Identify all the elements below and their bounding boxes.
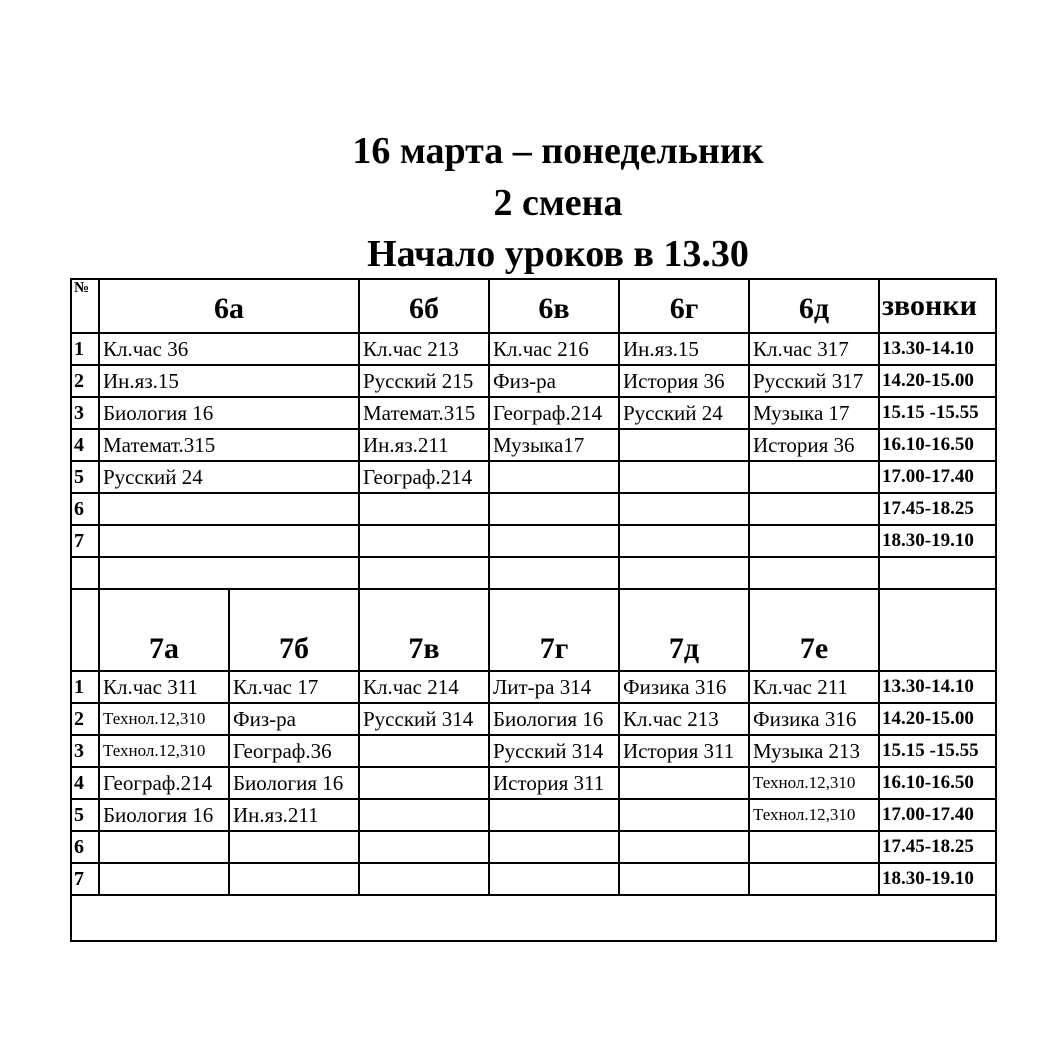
lesson-cell (489, 799, 619, 831)
lesson-cell (489, 461, 619, 493)
lesson-cell (749, 461, 879, 493)
lesson-cell: Технол.12,310 (99, 735, 229, 767)
table-row (71, 365, 996, 397)
lesson-cell: Кл.час 214 (359, 671, 489, 703)
lesson-cell (749, 831, 879, 863)
empty-cell (71, 557, 99, 589)
class-header: 7в (359, 589, 489, 671)
bell-time: 17.45-18.25 (879, 493, 996, 525)
empty-cell (749, 557, 879, 589)
lesson-cell: Лит-ра 314 (489, 671, 619, 703)
table-row (71, 767, 996, 799)
lesson-cell: Физ-ра (229, 703, 359, 735)
lesson-cell: Русский 24 (619, 397, 749, 429)
lesson-cell: Биология 16 (229, 767, 359, 799)
lesson-cell (229, 831, 359, 863)
lesson-cell: Кл.час 216 (489, 333, 619, 365)
class-header: 7б (229, 589, 359, 671)
lesson-cell: История 311 (619, 735, 749, 767)
lesson-cell: Технол.12,310 (99, 703, 229, 735)
lesson-cell: История 36 (749, 429, 879, 461)
bell-time: 15.15 -15.55 (879, 735, 996, 767)
lesson-number: 5 (71, 799, 99, 831)
start-time-label: Начало уроков в 13.30 (367, 233, 749, 275)
lesson-cell (619, 767, 749, 799)
lesson-cell (359, 525, 489, 557)
lesson-cell: Кл.час 311 (99, 671, 229, 703)
empty-cell (71, 895, 996, 941)
lesson-cell (359, 863, 489, 895)
lesson-cell (749, 525, 879, 557)
lesson-number: 2 (71, 365, 99, 397)
lesson-cell (749, 493, 879, 525)
lesson-number: 4 (71, 429, 99, 461)
lesson-cell: Ин.яз.15 (99, 365, 359, 397)
lesson-cell: Физика 316 (749, 703, 879, 735)
lesson-cell (359, 735, 489, 767)
lesson-cell: Физ-ра (489, 365, 619, 397)
bell-time: 15.15 -15.55 (879, 397, 996, 429)
table-row (71, 863, 996, 895)
lesson-cell (489, 831, 619, 863)
empty-cell (879, 589, 996, 671)
bell-time: 17.00-17.40 (879, 461, 996, 493)
lesson-number: 6 (71, 831, 99, 863)
lesson-cell: Географ.214 (99, 767, 229, 799)
lesson-cell (619, 461, 749, 493)
shift-label: 2 смена (493, 182, 623, 224)
lesson-cell (619, 831, 749, 863)
lesson-cell: История 311 (489, 767, 619, 799)
lesson-cell (99, 863, 229, 895)
bell-time: 13.30-14.10 (879, 671, 996, 703)
empty-cell (359, 557, 489, 589)
table-row (71, 799, 996, 831)
lesson-cell: Кл.час 17 (229, 671, 359, 703)
lesson-cell: История 36 (619, 365, 749, 397)
lesson-cell (359, 799, 489, 831)
bells-header: звонки (879, 279, 996, 333)
table-row (71, 703, 996, 735)
lesson-cell (489, 525, 619, 557)
lesson-cell (749, 863, 879, 895)
lesson-cell: Русский 24 (99, 461, 359, 493)
bell-time: 16.10-16.50 (879, 767, 996, 799)
lesson-cell: Кл.час 36 (99, 333, 359, 365)
bell-time: 14.20-15.00 (879, 703, 996, 735)
bell-time: 18.30-19.10 (879, 525, 996, 557)
empty-cell (879, 557, 996, 589)
bell-time: 16.10-16.50 (879, 429, 996, 461)
table-row (71, 525, 996, 557)
lesson-cell: Кл.час 317 (749, 333, 879, 365)
empty-cell (99, 557, 359, 589)
lesson-cell: Ин.яз.211 (229, 799, 359, 831)
lesson-number: 1 (71, 671, 99, 703)
lesson-cell: Русский 314 (359, 703, 489, 735)
lesson-number: 4 (71, 767, 99, 799)
table-row (71, 671, 996, 703)
empty-cell (71, 589, 99, 671)
grade7-header-row (71, 589, 996, 671)
class-header-6g: 6г (619, 279, 749, 333)
lesson-number: 1 (71, 333, 99, 365)
lesson-cell: Биология 16 (99, 799, 229, 831)
lesson-number: 3 (71, 397, 99, 429)
schedule-table (70, 278, 997, 942)
table-row (71, 333, 996, 365)
lesson-cell (99, 525, 359, 557)
lesson-number: 7 (71, 525, 99, 557)
table-row (71, 493, 996, 525)
lesson-cell: Кл.час 213 (359, 333, 489, 365)
lesson-cell (489, 863, 619, 895)
lesson-cell (359, 831, 489, 863)
lesson-cell: Географ.214 (489, 397, 619, 429)
lesson-cell: Математ.315 (359, 397, 489, 429)
lesson-cell: Географ.36 (229, 735, 359, 767)
lesson-cell: Музыка 213 (749, 735, 879, 767)
lesson-cell: Биология 16 (99, 397, 359, 429)
lesson-cell: Ин.яз.15 (619, 333, 749, 365)
lesson-number: 3 (71, 735, 99, 767)
lesson-number: 6 (71, 493, 99, 525)
lesson-cell: Музыка17 (489, 429, 619, 461)
number-header: № (71, 279, 99, 333)
bell-time: 14.20-15.00 (879, 365, 996, 397)
lesson-cell: Русский 314 (489, 735, 619, 767)
lesson-cell: Физика 316 (619, 671, 749, 703)
page-title: 16 марта – понедельник (352, 130, 764, 172)
lesson-cell: Русский 317 (749, 365, 879, 397)
lesson-cell (229, 863, 359, 895)
bell-time: 17.45-18.25 (879, 831, 996, 863)
table-row (71, 429, 996, 461)
class-header-6b: 6б (359, 279, 489, 333)
lesson-cell (489, 493, 619, 525)
class-header: 7е (749, 589, 879, 671)
lesson-cell: Кл.час 213 (619, 703, 749, 735)
table-row (71, 461, 996, 493)
lesson-cell: Технол.12,310 (749, 767, 879, 799)
lesson-cell: Биология 16 (489, 703, 619, 735)
bell-time: 17.00-17.40 (879, 799, 996, 831)
class-header: 7г (489, 589, 619, 671)
class-header: 7д (619, 589, 749, 671)
lesson-cell (619, 525, 749, 557)
bell-time: 18.30-19.10 (879, 863, 996, 895)
lesson-cell: Музыка 17 (749, 397, 879, 429)
lesson-number: 7 (71, 863, 99, 895)
table-row (71, 397, 996, 429)
class-header-6v: 6в (489, 279, 619, 333)
table-row (71, 735, 996, 767)
lesson-cell (619, 799, 749, 831)
lesson-number: 2 (71, 703, 99, 735)
lesson-cell (619, 863, 749, 895)
lesson-cell (619, 429, 749, 461)
lesson-cell: Математ.315 (99, 429, 359, 461)
lesson-cell: Русский 215 (359, 365, 489, 397)
footer-row (71, 895, 996, 941)
class-header: 7а (99, 589, 229, 671)
lesson-cell: Географ.214 (359, 461, 489, 493)
lesson-cell: Технол.12,310 (749, 799, 879, 831)
class-header-6a: 6а (99, 279, 359, 333)
lesson-cell (359, 493, 489, 525)
empty-cell (619, 557, 749, 589)
lesson-cell (619, 493, 749, 525)
lesson-cell (99, 831, 229, 863)
lesson-cell (99, 493, 359, 525)
empty-cell (489, 557, 619, 589)
lesson-cell (359, 767, 489, 799)
grade6-header-row (71, 279, 996, 333)
bell-time: 13.30-14.10 (879, 333, 996, 365)
separator-row (71, 557, 996, 589)
lesson-cell: Кл.час 211 (749, 671, 879, 703)
table-row (71, 831, 996, 863)
lesson-number: 5 (71, 461, 99, 493)
lesson-cell: Ин.яз.211 (359, 429, 489, 461)
class-header-6d: 6д (749, 279, 879, 333)
